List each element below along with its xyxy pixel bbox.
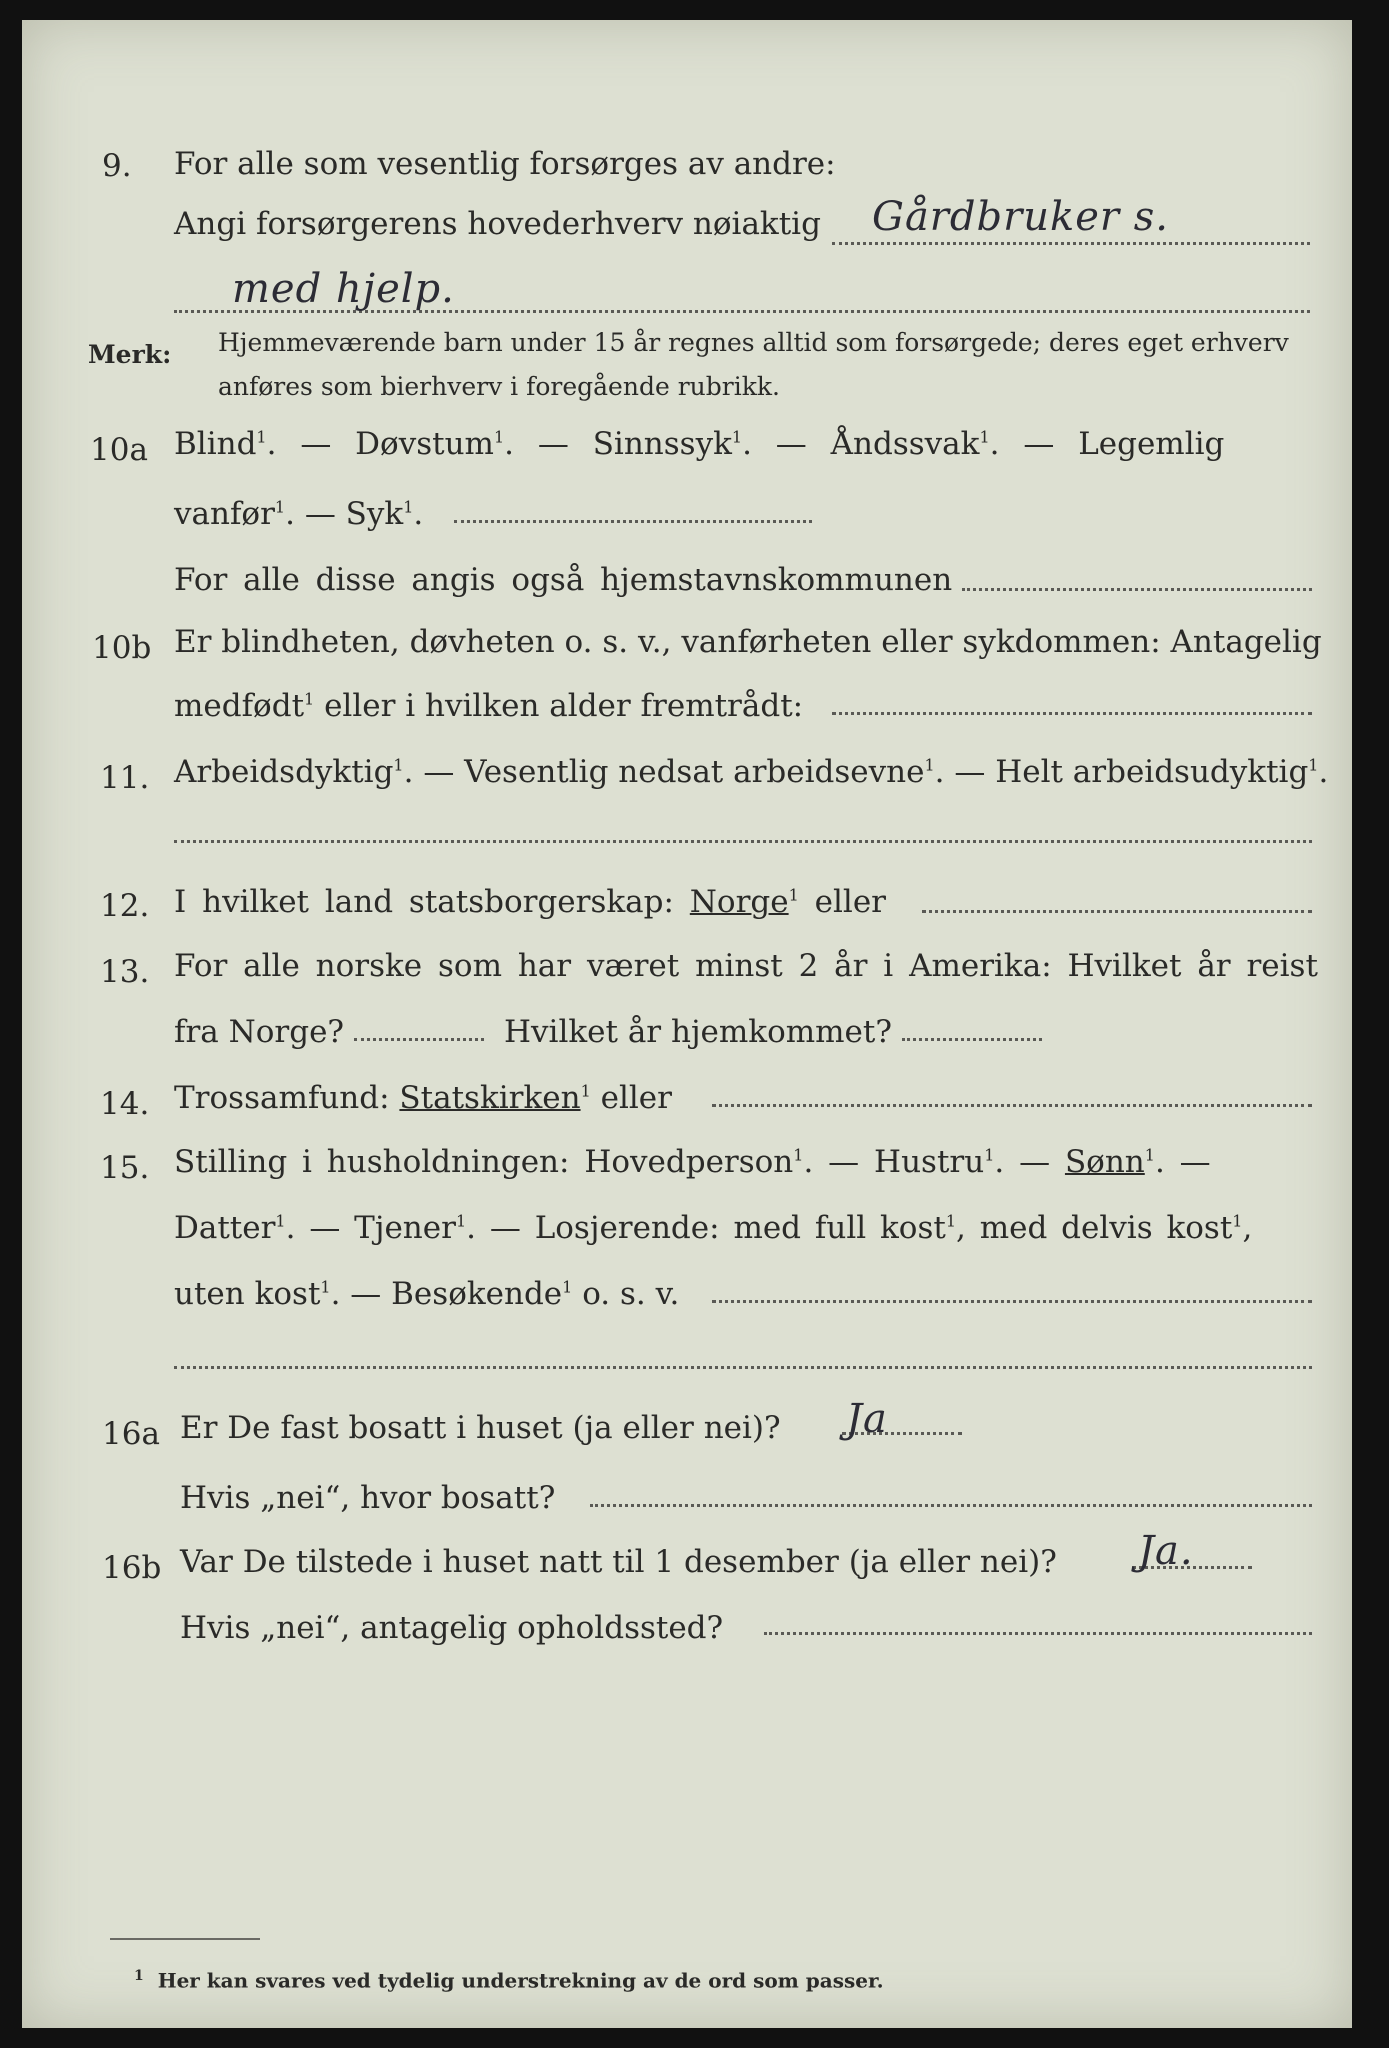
- item-number: 11.: [100, 760, 150, 796]
- item-number: 10a: [90, 432, 148, 468]
- question-text: I hvilket land statsborgerskap: Norge$^1$ eller: [174, 884, 886, 920]
- note-text: anføres som bierhverv i foregående rubrikk.: [218, 372, 780, 401]
- form-page: [22, 20, 1352, 2028]
- question-text: Er De fast bosatt i huset (ja eller nei)?: [180, 1410, 781, 1446]
- item-number: 15.: [100, 1150, 150, 1186]
- item-number: 16a: [102, 1416, 160, 1452]
- handwritten-answer: Ja.: [1138, 1528, 1194, 1574]
- question-text: vanfør$^1$. — Syk$^1$.: [174, 496, 424, 532]
- answer-line: [712, 1104, 1312, 1107]
- question-text: Arbeidsdyktig$^1$. — Vesentlig nedsat arbeidsevne$^1$. — Helt arbeidsudyktig$^1$.: [174, 754, 1329, 790]
- item-number: 14.: [100, 1086, 150, 1122]
- footnote: $^1$ Her kan svares ved tydelig understrekning av de ord som passer.: [134, 1968, 884, 1993]
- answer-line: [454, 520, 812, 523]
- question-text: Blind$^1$. — Døvstum$^1$. — Sinnssyk$^1$. — Åndssvak$^1$. — Legemlig: [174, 426, 1225, 462]
- question-text: Hvis „nei“, hvor bosatt?: [180, 1480, 556, 1516]
- item-number: 12.: [100, 888, 150, 924]
- note-label: Merk:: [88, 340, 172, 369]
- question-text: uten kost$^1$. — Besøkende$^1$ o. s. v.: [174, 1276, 680, 1312]
- question-text: Hvilket år hjemkommet?: [504, 1014, 892, 1050]
- answer-line: [922, 910, 1312, 913]
- handwritten-answer: Ja: [846, 1396, 888, 1442]
- handwritten-answer: Gårdbruker s.: [872, 194, 1170, 240]
- item-number: 9.: [102, 148, 132, 184]
- question-text: Er blindheten, døvheten o. s. v., vanførheten eller sykdommen: Antagelig: [174, 624, 1322, 660]
- handwritten-answer: med hjelp.: [232, 266, 455, 312]
- answer-line: [902, 1038, 1042, 1041]
- question-text: Var De tilstede i huset natt til 1 desember (ja eller nei)?: [180, 1544, 1057, 1580]
- item-number: 16b: [102, 1550, 162, 1586]
- answer-line: [354, 1038, 484, 1041]
- answer-line: [832, 712, 1312, 715]
- question-text: For alle disse angis også hjemstavnskommunen: [174, 562, 953, 598]
- answer-line: [764, 1632, 1312, 1635]
- item-number: 13.: [100, 954, 150, 990]
- question-text: fra Norge?: [174, 1014, 345, 1050]
- question-text: For alle norske som har været minst 2 år i Amerika: Hvilket år reist: [174, 948, 1318, 984]
- note-text: Hjemmeværende barn under 15 år regnes alltid som forsørgede; deres eget erhverv: [218, 328, 1289, 357]
- answer-line: [962, 588, 1312, 591]
- answer-line: [174, 1366, 1312, 1369]
- question-text: Hvis „nei“, antagelig opholdssted?: [180, 1610, 724, 1646]
- answer-line: [590, 1504, 1312, 1507]
- item-number: 10b: [92, 630, 152, 666]
- question-text: Angi forsørgerens hovederhverv nøiaktig: [174, 206, 821, 242]
- question-text: For alle som vesentlig forsørges av andre:: [174, 146, 836, 182]
- question-text: medfødt$^1$ eller i hvilken alder fremtrådt:: [174, 688, 804, 724]
- answer-line: [174, 840, 1312, 843]
- question-text: Stilling i husholdningen: Hovedperson$^1$. — Hustru$^1$. — Sønn$^1$. —: [174, 1144, 1211, 1180]
- footnote-rule: [110, 1938, 260, 1940]
- question-text: Trossamfund: Statskirken$^1$ eller: [174, 1080, 672, 1116]
- answer-line: [712, 1300, 1312, 1303]
- answer-line: [832, 242, 1310, 245]
- question-text: Datter$^1$. — Tjener$^1$. — Losjerende: med full kost$^1$, med delvis kost$^1$,: [174, 1210, 1253, 1246]
